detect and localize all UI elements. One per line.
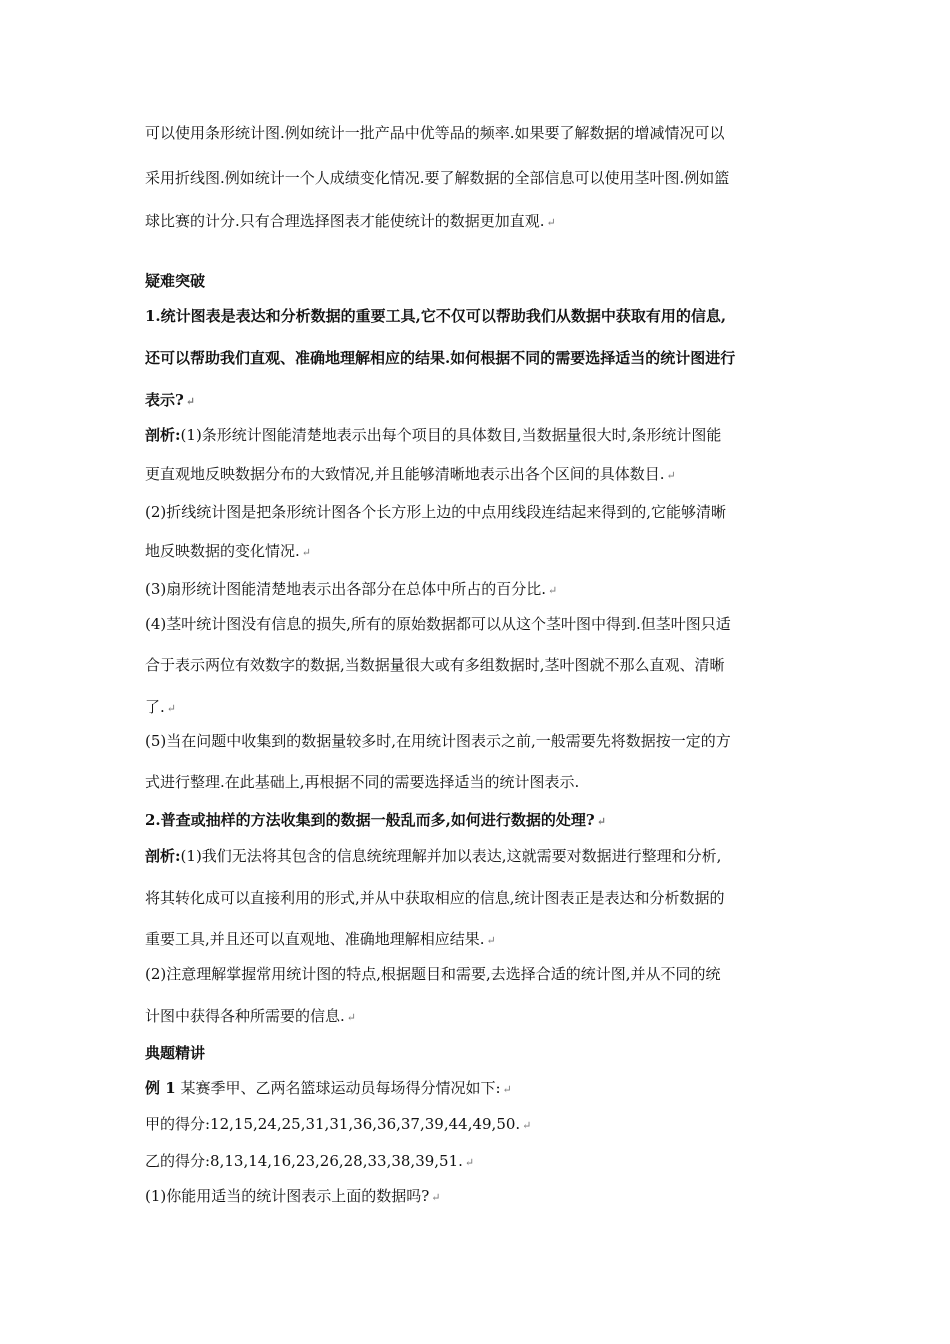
intro-line-1: 可以使用条形统计图.例如统计一批产品中优等品的频率.如果要了解数据的增减情况可以 (145, 124, 725, 142)
paragraph-mark: ↵ (486, 934, 496, 947)
paragraph-mark: ↵ (502, 1083, 512, 1096)
analysis-2-line-1: 剖析:(1)我们无法将其包含的信息统统理解并加以表达,这就需要对数据进行整理和分析, (145, 847, 722, 865)
analysis-label: 剖析: (145, 426, 181, 444)
analysis-1-line-5: (3)扇形统计图能清楚地表示出各部分在总体中所占的百分比. ↵ (145, 580, 558, 598)
analysis-1-line-8: 了. ↵ (145, 698, 176, 716)
analysis-1-line-9: (5)当在问题中收集到的数据量较多时,在用统计图表示之前,一般需要先将数据按一定的方 (145, 732, 731, 750)
section-heading-dianti: 典题精讲 (145, 1044, 206, 1062)
intro-line-2: 采用折线图.例如统计一个人成绩变化情况.要了解数据的全部信息可以使用茎叶图.例如篮 (145, 169, 730, 187)
paragraph-mark: ↵ (522, 1119, 532, 1132)
analysis-1-line-6: (4)茎叶统计图没有信息的损失,所有的原始数据都可以从这个茎叶图中得到.但茎叶图只适 (145, 615, 731, 633)
analysis-1-line-7: 合于表示两位有效数字的数据,当数据量很大或有多组数据时,茎叶图就不那么直观、清晰 (145, 656, 725, 674)
analysis-2-line-4: (2)注意理解掌握常用统计图的特点,根据题目和需要,去选择合适的统计图,并从不同的统 (145, 965, 721, 983)
analysis-1-line-1: 剖析:(1)条形统计图能清楚地表示出每个项目的具体数目,当数据量很大时,条形统计图能 (145, 426, 722, 444)
paragraph-mark: ↵ (346, 1011, 356, 1024)
question-2: 2.普查或抽样的方法收集到的数据一般乱而多,如何进行数据的处理? ↵ (145, 811, 606, 829)
example-1-jia-scores: 甲的得分:12,15,24,25,31,31,36,36,37,39,44,49,50. ↵ (145, 1115, 532, 1133)
example-1-stem: 例 1 某赛季甲、乙两名篮球运动员每场得分情况如下: ↵ (145, 1079, 512, 1097)
question-1-line-3: 表示? ↵ (145, 391, 196, 409)
analysis-1-line-10: 式进行整理.在此基础上,再根据不同的需要选择适当的统计图表示. (145, 773, 580, 791)
intro-line-3: 球比赛的计分.只有合理选择图表才能使统计的数据更加直观. ↵ (145, 212, 556, 230)
analysis-1-line-4: 地反映数据的变化情况. ↵ (145, 542, 311, 560)
paragraph-mark: ↵ (548, 584, 558, 597)
analysis-2-line-3: 重要工具,并且还可以直观地、准确地理解相应结果. ↵ (145, 930, 496, 948)
section-heading-yinan: 疑难突破 (145, 272, 206, 290)
example-1-question-1: (1)你能用适当的统计图表示上面的数据吗? ↵ (145, 1187, 441, 1205)
question-1-line-2: 还可以帮助我们直观、准确地理解相应的结果.如何根据不同的需要选择适当的统计图进行 (145, 349, 736, 367)
paragraph-mark: ↵ (185, 395, 196, 408)
example-label: 例 1 (145, 1079, 176, 1097)
paragraph-mark: ↵ (431, 1191, 441, 1204)
analysis-label: 剖析: (145, 847, 181, 865)
paragraph-mark: ↵ (546, 216, 556, 229)
paragraph-mark: ↵ (301, 546, 311, 559)
paragraph-mark: ↵ (596, 815, 606, 828)
analysis-1-line-2: 更直观地反映数据分布的大致情况,并且能够清晰地表示出各个区间的具体数目. ↵ (145, 465, 676, 483)
paragraph-mark: ↵ (166, 702, 176, 715)
analysis-2-line-2: 将其转化成可以直接利用的形式,并从中获取相应的信息,统计图表正是表达和分析数据的 (145, 889, 725, 907)
analysis-1-line-3: (2)折线统计图是把条形统计图各个长方形上边的中点用线段连结起来得到的,它能够清晰 (145, 503, 727, 521)
question-1-line-1: 1.统计图表是表达和分析数据的重要工具,它不仅可以帮助我们从数据中获取有用的信息, (145, 307, 727, 325)
analysis-2-line-5: 计图中获得各种所需要的信息. ↵ (145, 1007, 356, 1025)
paragraph-mark: ↵ (464, 1156, 475, 1169)
paragraph-mark: ↵ (666, 469, 676, 482)
example-1-yi-scores: 乙的得分:8,13,14,16,23,26,28,33,38,39,51. ↵ (145, 1152, 475, 1170)
